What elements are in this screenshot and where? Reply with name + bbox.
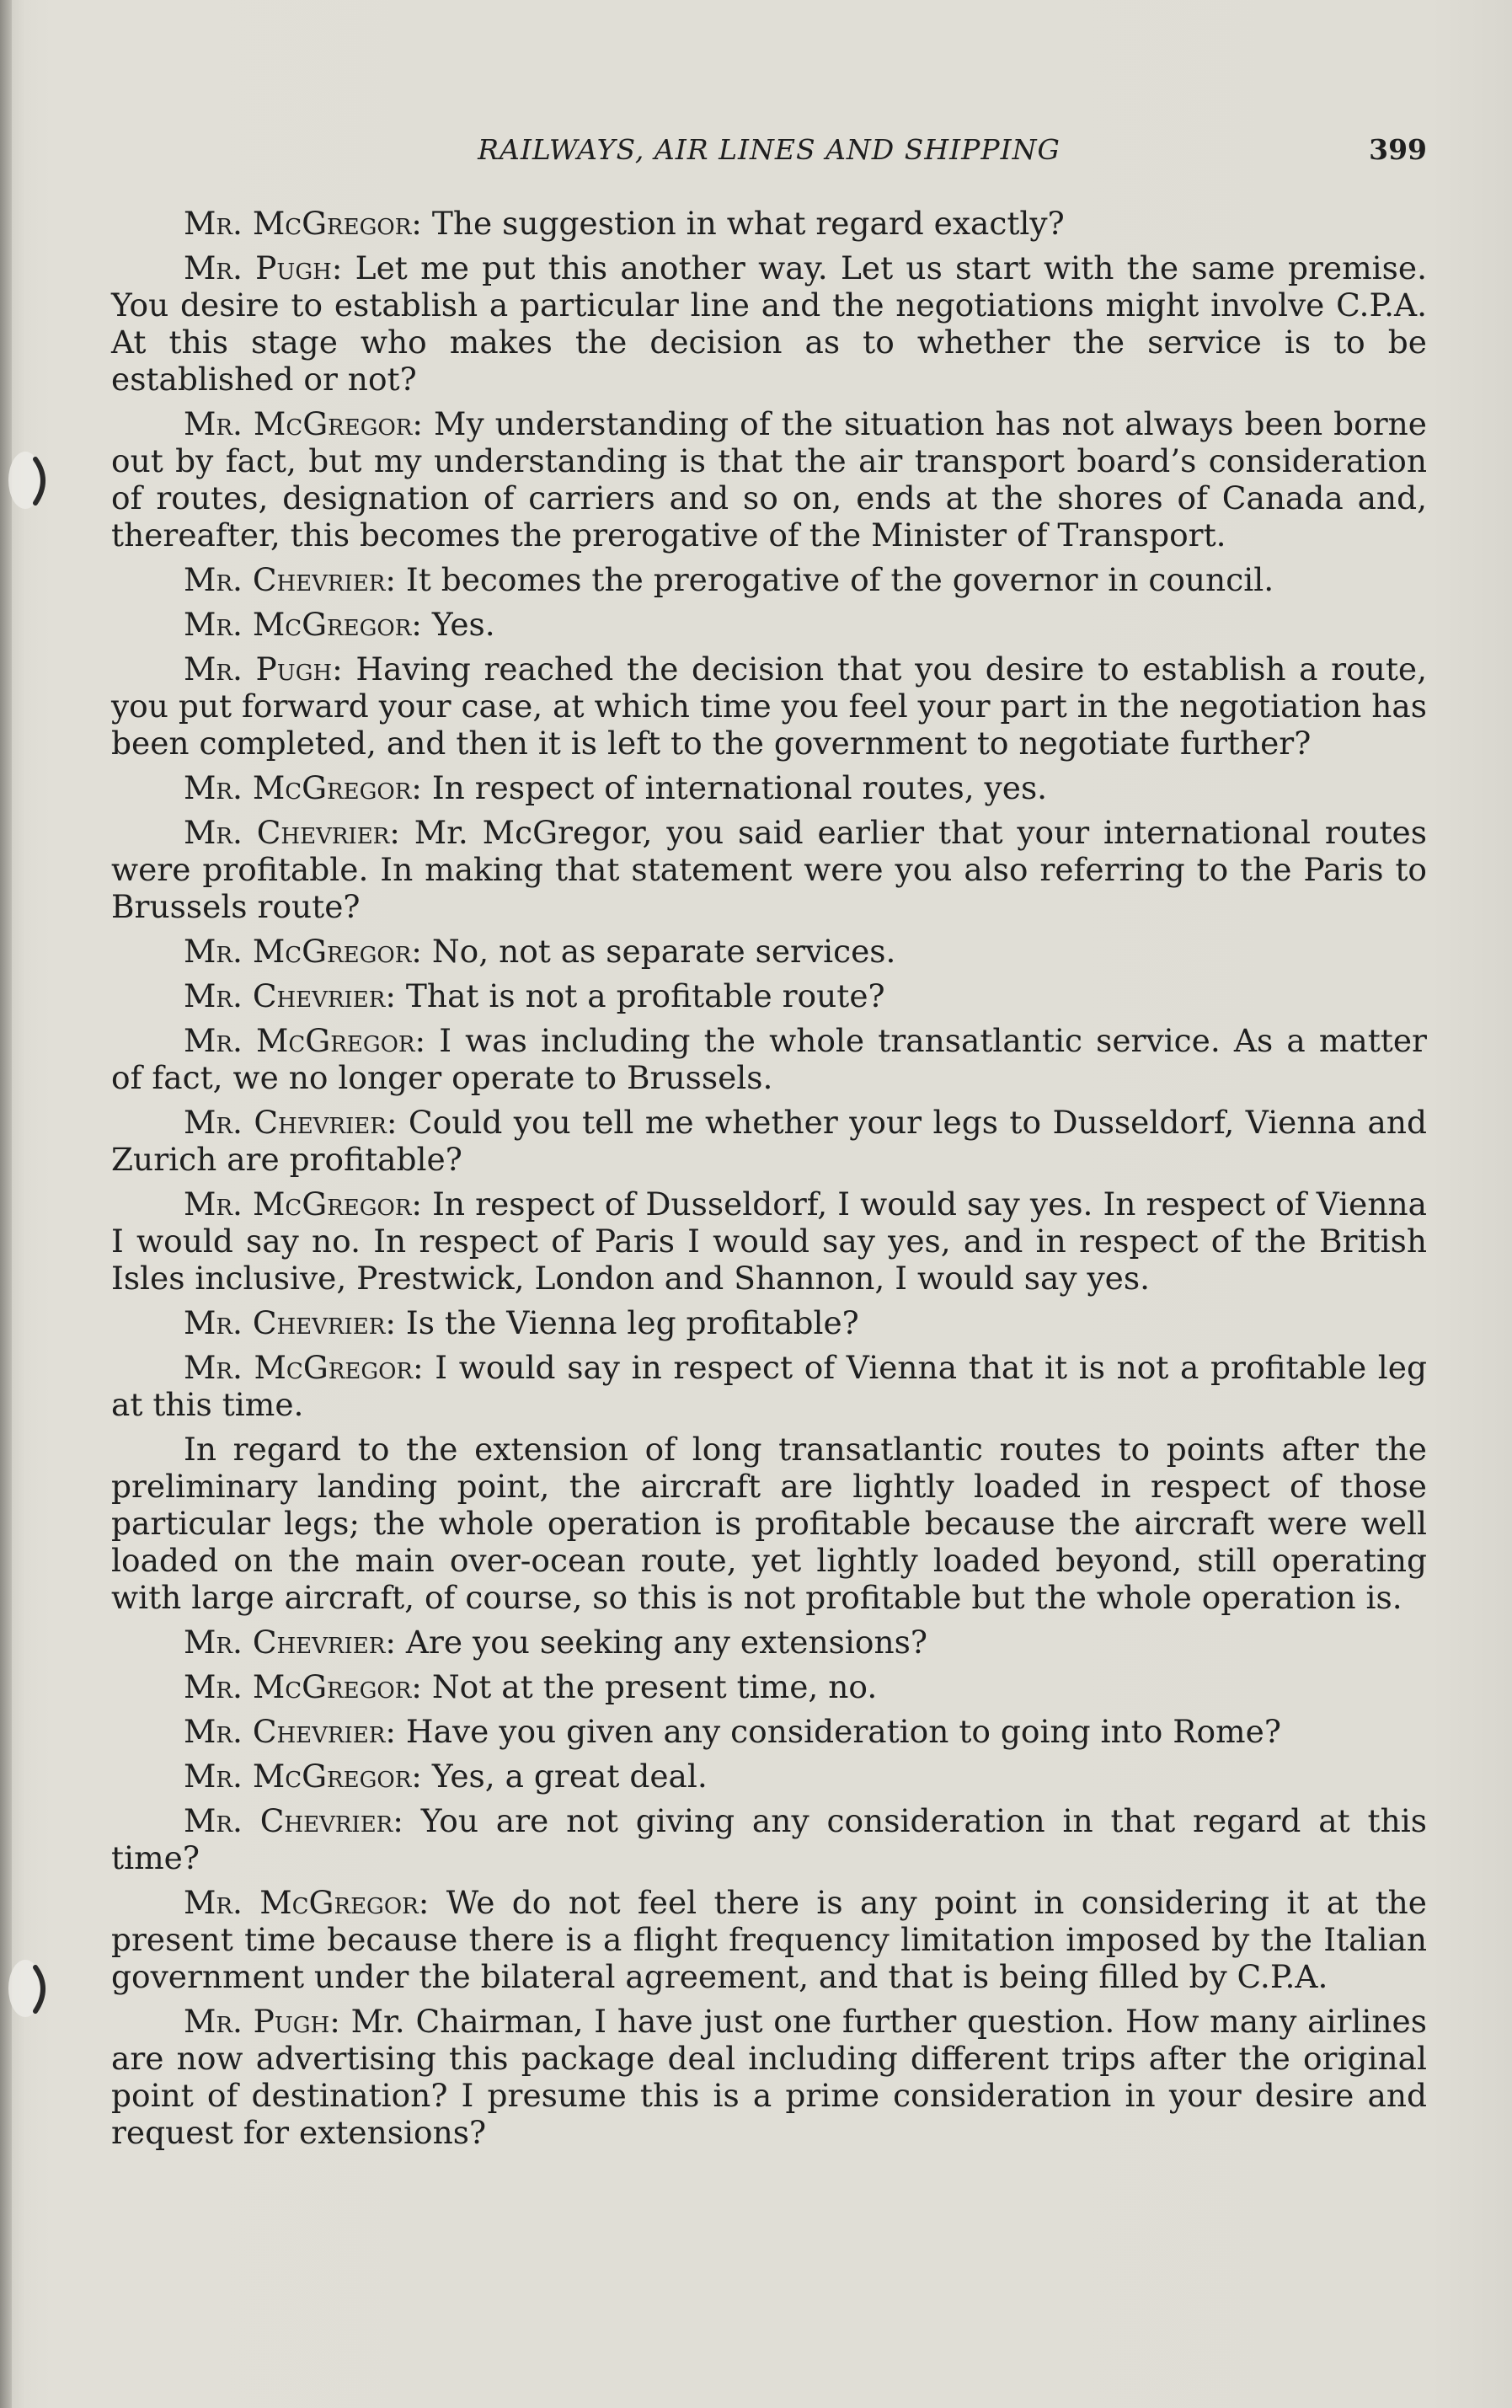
transcript-paragraph <box>111 977 1427 1014</box>
binder-ring-icon <box>7 442 57 518</box>
speaker-name: Mr. McGregor: <box>184 1022 426 1059</box>
speaker-name: Mr. McGregor: <box>184 1884 430 1921</box>
speech-text: Let me put this another way. Let us start with the same premise. You desire to establish a particular line and the negotiations might involve C.P.A. At this stage who makes the decision as to whether the service is to be established or not? <box>111 249 1427 398</box>
speaker-name: Mr. Chevrier: <box>184 561 396 598</box>
speaker-name: Mr. Pugh: <box>184 650 343 688</box>
speech-text: Not at the present time, no. <box>421 1668 878 1705</box>
speaker-name: Mr. Chevrier: <box>184 1304 396 1341</box>
speech-text: Yes. <box>421 606 495 643</box>
transcript-paragraph <box>111 2003 1427 2151</box>
transcript-paragraph <box>111 1349 1427 1423</box>
speech-text: Are you seeking any extensions? <box>395 1624 927 1661</box>
transcript-paragraph <box>111 1022 1427 1096</box>
transcript-paragraph <box>111 769 1427 806</box>
speech-text: Is the Vienna leg profitable? <box>395 1304 859 1341</box>
transcript-paragraph <box>111 1884 1427 1995</box>
speaker-name: Mr. McGregor: <box>184 769 422 806</box>
speaker-name: Mr. Chevrier: <box>184 977 396 1014</box>
speaker-name: Mr. Chevrier: <box>184 1104 398 1141</box>
speaker-name: Mr. Pugh: <box>184 249 343 286</box>
transcript-paragraph <box>111 561 1427 598</box>
speech-text: I was including the whole transatlantic service. As a matter of fact, we no longer operate to Brussels. <box>111 1022 1427 1096</box>
transcript-paragraph <box>111 1758 1427 1795</box>
transcript-paragraph <box>111 650 1427 762</box>
speech-text: I would say in respect of Vienna that it is not a profitable leg at this time. <box>111 1349 1427 1423</box>
transcript-paragraph <box>111 249 1427 398</box>
speaker-name: Mr. McGregor: <box>184 1668 422 1705</box>
transcript-paragraph <box>111 1185 1427 1297</box>
transcript-paragraph <box>111 1104 1427 1178</box>
speech-text: You are not giving any consideration in that regard at this time? <box>111 1802 1427 1876</box>
transcript-paragraph <box>111 1304 1427 1341</box>
transcript-paragraph <box>111 1624 1427 1661</box>
speech-text: No, not as separate services. <box>421 933 896 970</box>
speaker-name: Mr. McGregor: <box>184 1349 424 1386</box>
transcript-paragraph <box>111 405 1427 554</box>
speaker-name: Mr. Chevrier: <box>184 814 400 851</box>
running-head: RAILWAYS, AIR LINES AND SHIPPING <box>478 133 1061 166</box>
speech-text: My understanding of the situation has not always been borne out by fact, but my understanding is that the air transport board’s consideration of routes, designation of carriers and so on, ends at the shores of Canada and, thereafter, this becomes the prerogative of the Minister of Transport. <box>111 405 1427 554</box>
speech-text: In respect of international routes, yes. <box>421 769 1048 806</box>
speech-text: In respect of Dusseldorf, I would say yes. In respect of Vienna I would say no. In respect of Paris I would say yes, and in respect of the British Isles inclusive, Prestwick, London and Shannon, I would say yes. <box>111 1185 1427 1297</box>
speaker-name: Mr. Pugh: <box>184 2003 340 2040</box>
speech-text: Mr. Chairman, I have just one further question. How many airlines are now advertising this package deal including different trips after the original point of destination? I presume this is a prime consideration in your desire and request for extensions? <box>111 2003 1427 2151</box>
transcript-paragraph <box>111 205 1427 242</box>
transcript-paragraph <box>111 1431 1427 1616</box>
speech-text: That is not a profitable route? <box>395 977 885 1014</box>
speech-text: Have you given any consideration to going into Rome? <box>395 1713 1281 1750</box>
speech-text: Having reached the decision that you desire to establish a route, you put forward your case, at which time you feel your part in the negotiation has been completed, and then it is left to the government to negotiate further? <box>111 650 1427 762</box>
transcript-paragraph <box>111 814 1427 925</box>
page-binding-edge <box>0 0 12 2408</box>
speaker-name: Mr. Chevrier: <box>184 1713 396 1750</box>
page-number: 399 <box>1369 133 1427 166</box>
speech-text: Yes, a great deal. <box>421 1758 708 1795</box>
speaker-name: Mr. Chevrier: <box>184 1624 396 1661</box>
speaker-name: Mr. Chevrier: <box>184 1802 403 1839</box>
speech-text: In regard to the extension of long transatlantic routes to points after the preliminary landing point, the aircraft are lightly loaded in respect of those particular legs; the whole operation is profitable because the aircraft were well loaded on the main over-ocean route, yet lightly loaded beyond, still operating with large aircraft, of course, so this is not profitable but the whole operation is. <box>111 1431 1427 1616</box>
speaker-name: Mr. McGregor: <box>184 1185 423 1223</box>
transcript-paragraph <box>111 933 1427 970</box>
transcript-body <box>111 205 1427 2159</box>
transcript-paragraph <box>111 1713 1427 1750</box>
transcript-paragraph <box>111 606 1427 643</box>
transcript-paragraph <box>111 1802 1427 1876</box>
speaker-name: Mr. McGregor: <box>184 205 422 242</box>
page-header <box>111 133 1427 170</box>
speaker-name: Mr. McGregor: <box>184 1758 422 1795</box>
speaker-name: Mr. McGregor: <box>184 405 424 442</box>
speech-text: It becomes the prerogative of the governor in council. <box>395 561 1274 598</box>
transcript-paragraph <box>111 1668 1427 1705</box>
speech-text: Mr. McGregor, you said earlier that your international routes were profitable. In making that statement were you also referring to the Paris to Brussels route? <box>111 814 1427 925</box>
speaker-name: Mr. McGregor: <box>184 606 422 643</box>
binder-ring-icon <box>7 1950 57 2026</box>
speech-text: The suggestion in what regard exactly? <box>421 205 1065 242</box>
speech-text: Could you tell me whether your legs to Dusseldorf, Vienna and Zurich are profitable? <box>111 1104 1427 1178</box>
speech-text: We do not feel there is any point in considering it at the present time because there is a flight frequency limitation imposed by the Italian government under the bilateral agreement, and that is being filled by C.P.A. <box>111 1884 1427 1995</box>
speaker-name: Mr. McGregor: <box>184 933 422 970</box>
